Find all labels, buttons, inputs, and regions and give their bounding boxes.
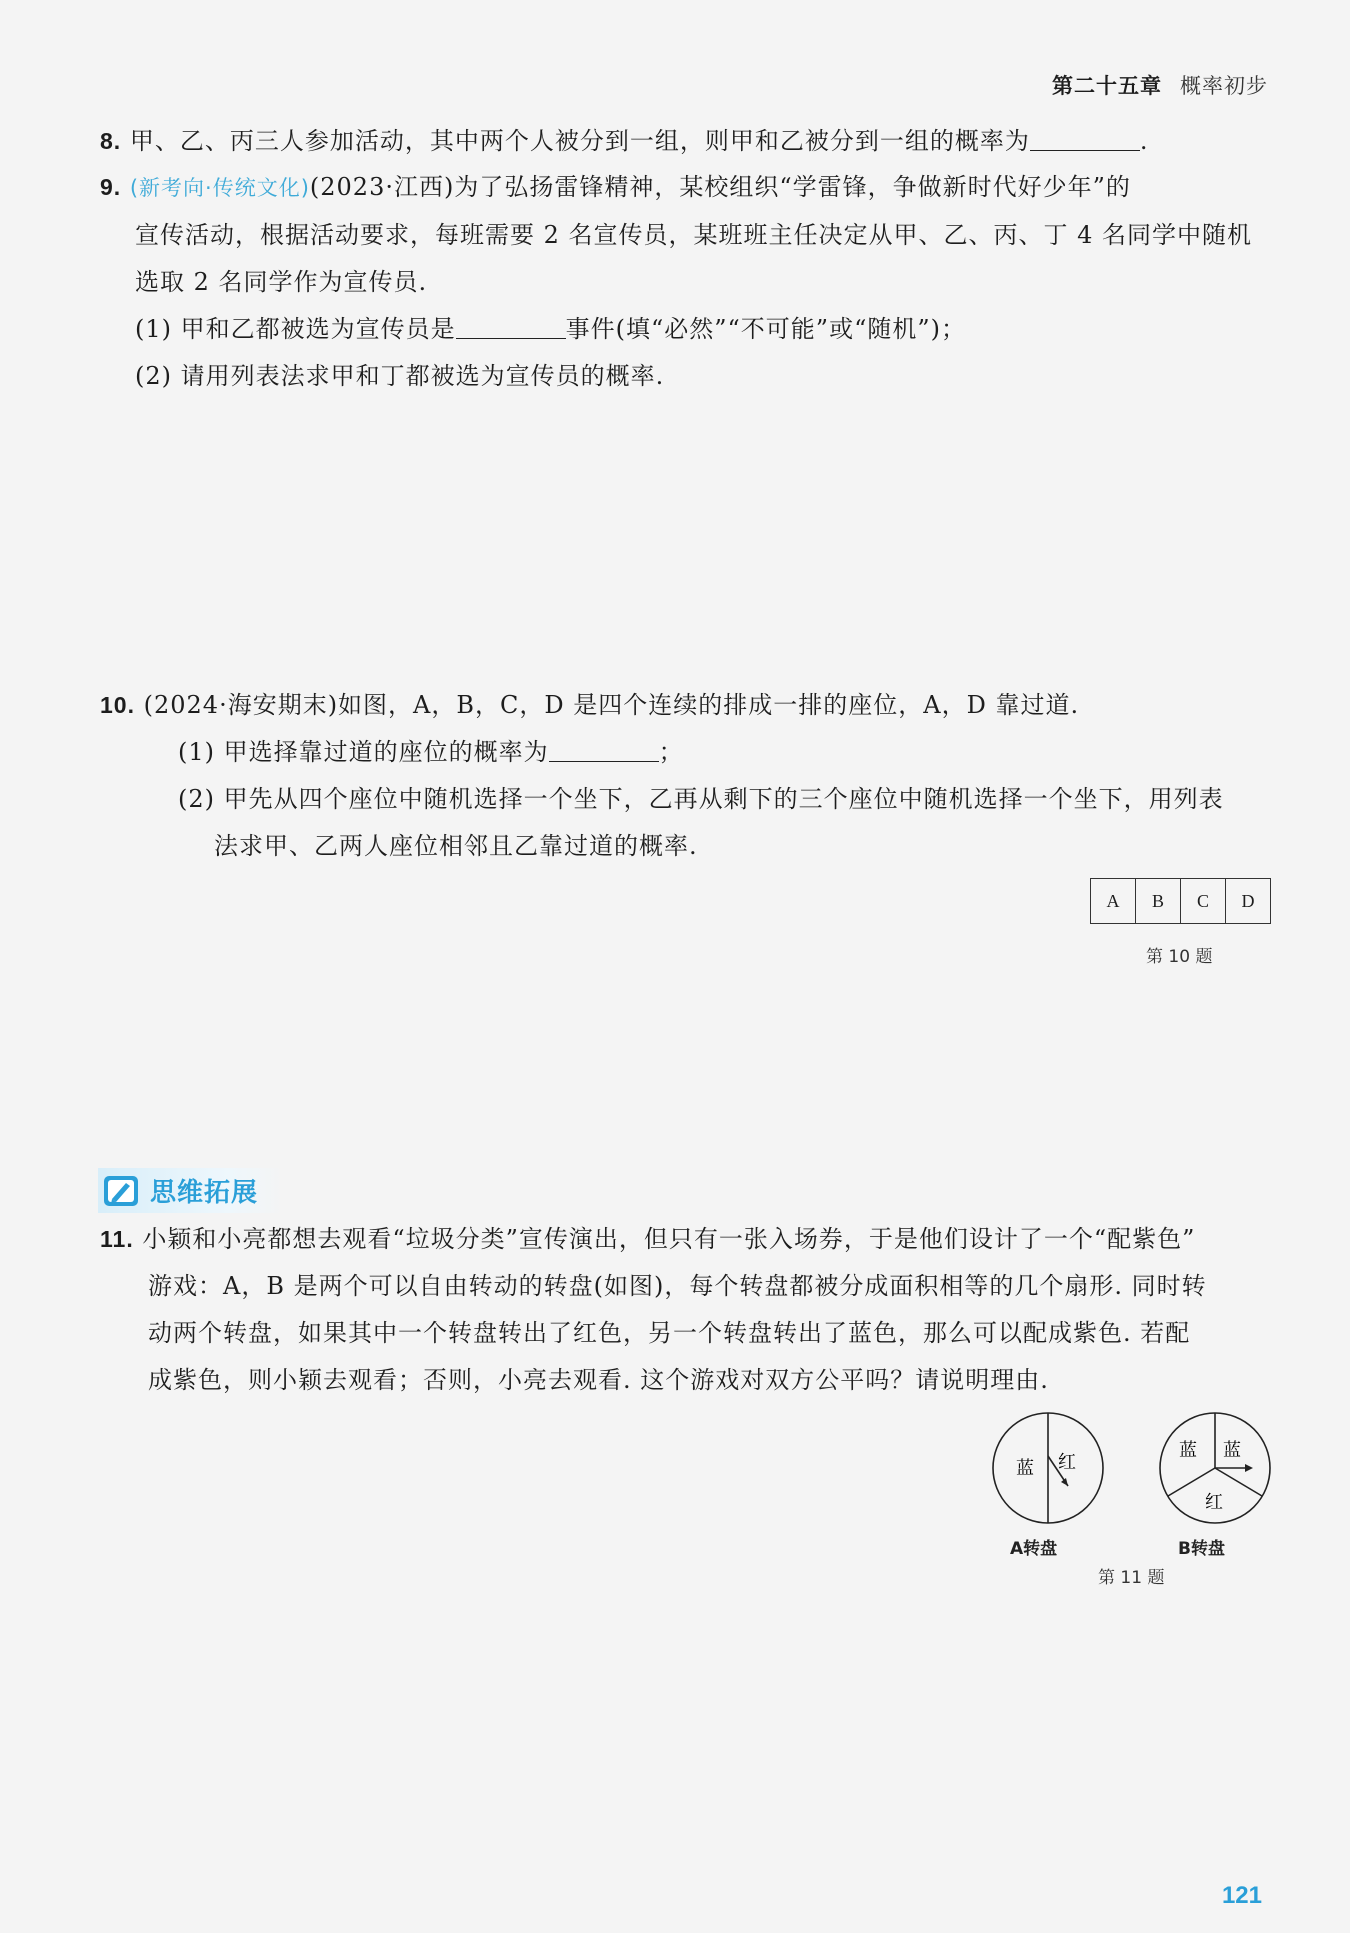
page-number: 121 <box>1221 1882 1262 1909</box>
question-text: 甲、乙、丙三人参加活动，其中两个人被分到一组，则甲和乙被分到一组的概率为 <box>129 127 1030 155</box>
seat-c: C <box>1181 879 1226 923</box>
question-text: 动两个转盘，如果其中一个转盘转出了红色，另一个转盘转出了蓝色，那么可以配成紫色. 若配 <box>148 1319 1191 1347</box>
question-text: 小颖和小亮都想去观看“垃圾分类”宣传演出，但只有一张入场券，于是他们设计了一个“配紫色” <box>142 1225 1196 1253</box>
question-number: 10. <box>100 692 135 718</box>
spinner-b-label: B转盘 <box>1178 1539 1225 1559</box>
seat-d: D <box>1241 890 1255 911</box>
pencil-board-icon <box>102 1173 142 1209</box>
sub-question-2: (2) 甲先从四个座位中随机选择一个坐下，乙再从剩下的三个座位中随机选择一个坐下，用列表 <box>178 785 1224 813</box>
sub-question-2-cont: 法求甲、乙两人座位相邻且乙靠过道的概率. <box>214 832 698 860</box>
question-11 <box>100 1216 1280 1404</box>
question-10: 10. (2024·海安期末)如图，A，B，C，D 是四个连续的排成一排的座位，A，D 靠过道. (1) 甲选择靠过道的座位的概率为 ； (2) 甲先从四个座位中随机选择一个坐下，乙再从剩下的三个座位中随机选择一个坐下，用列表 法求甲、乙两人座位相邻且乙靠过道的概率. <box>100 682 1280 870</box>
question-text: 宣传活动，根据活动要求，每班需要 2 名宣传员，某班班主任决定从甲、乙、丙、丁 4 名同学中随机 <box>135 221 1253 249</box>
question-text: 成紫色，则小颖去观看；否则，小亮去观看. 这个游戏对双方公平吗？请说明理由. <box>148 1366 1049 1394</box>
question-number: 9. <box>100 174 122 200</box>
topic-title: 概率初步 <box>1180 74 1268 98</box>
sector-label-red: 红 <box>1058 1452 1076 1473</box>
answer-blank[interactable] <box>549 739 659 762</box>
seat-b: B <box>1136 879 1181 923</box>
sector-label-red: 红 <box>1205 1492 1223 1513</box>
question-text: 游戏：A，B 是两个可以自由转动的转盘(如图)，每个转盘都被分成面积相等的几个扇形. 同时转 <box>148 1272 1207 1300</box>
figure-caption: 第 11 题 <box>1098 1568 1165 1588</box>
seat-a: A <box>1091 879 1136 923</box>
question-text: (2024·海安期末)如图，A，B，C，D 是四个连续的排成一排的座位，A，D 靠过道. <box>143 691 1080 719</box>
spinner-a <box>988 1408 1108 1528</box>
sector-label-blue: 蓝 <box>1016 1458 1034 1479</box>
spinner-a-label: A转盘 <box>1010 1539 1058 1559</box>
answer-blank[interactable] <box>1030 128 1140 151</box>
sector-label-blue-1: 蓝 <box>1179 1440 1197 1461</box>
sector-label-blue-2: 蓝 <box>1223 1440 1241 1461</box>
section-title: 思维拓展 <box>150 1178 259 1208</box>
spinner-b <box>1155 1408 1275 1528</box>
answer-blank[interactable] <box>456 316 566 339</box>
section-header <box>98 1168 284 1213</box>
question-9: 9. (新考向·传统文化)(2023·江西)为了弘扬雷锋精神，某校组织“学雷锋，争做新时代好少年”的 宣传活动，根据活动要求，每班需要 2 名宣传员，某班班主任决定从甲、乙、丙、丁 4 名同学中随机 选取 2 名同学作为宣传员. (1) 甲和乙都被选为宣传员是 事件(填“必然”“不可能”或“随机”)； (2) 请用列表法求甲和丁都被选为宣传员的概率. <box>100 164 1280 400</box>
question-text: 选取 2 名同学作为宣传员. <box>135 268 428 296</box>
sub-question-1: (1) 甲和乙都被选为宣传员是 <box>135 315 456 343</box>
question-number: 11. <box>100 1226 134 1252</box>
chapter-title: 第二十五章 <box>1052 74 1162 98</box>
seat-row-figure <box>1090 878 1271 924</box>
page-header <box>1052 70 1268 100</box>
question-8: 8. 甲、乙、丙三人参加活动，其中两个人被分到一组，则甲和乙被分到一组的概率为 . <box>100 127 1149 155</box>
sub-question-1: (1) 甲选择靠过道的座位的概率为 <box>178 738 549 766</box>
question-tag: (新考向·传统文化) <box>129 176 310 200</box>
question-number: 8. <box>100 128 122 154</box>
question-text: (2023·江西)为了弘扬雷锋精神，某校组织“学雷锋，争做新时代好少年”的 <box>309 173 1131 201</box>
figure-caption: 第 10 题 <box>1146 947 1213 967</box>
sub-question-2: (2) 请用列表法求甲和丁都被选为宣传员的概率. <box>135 362 665 390</box>
